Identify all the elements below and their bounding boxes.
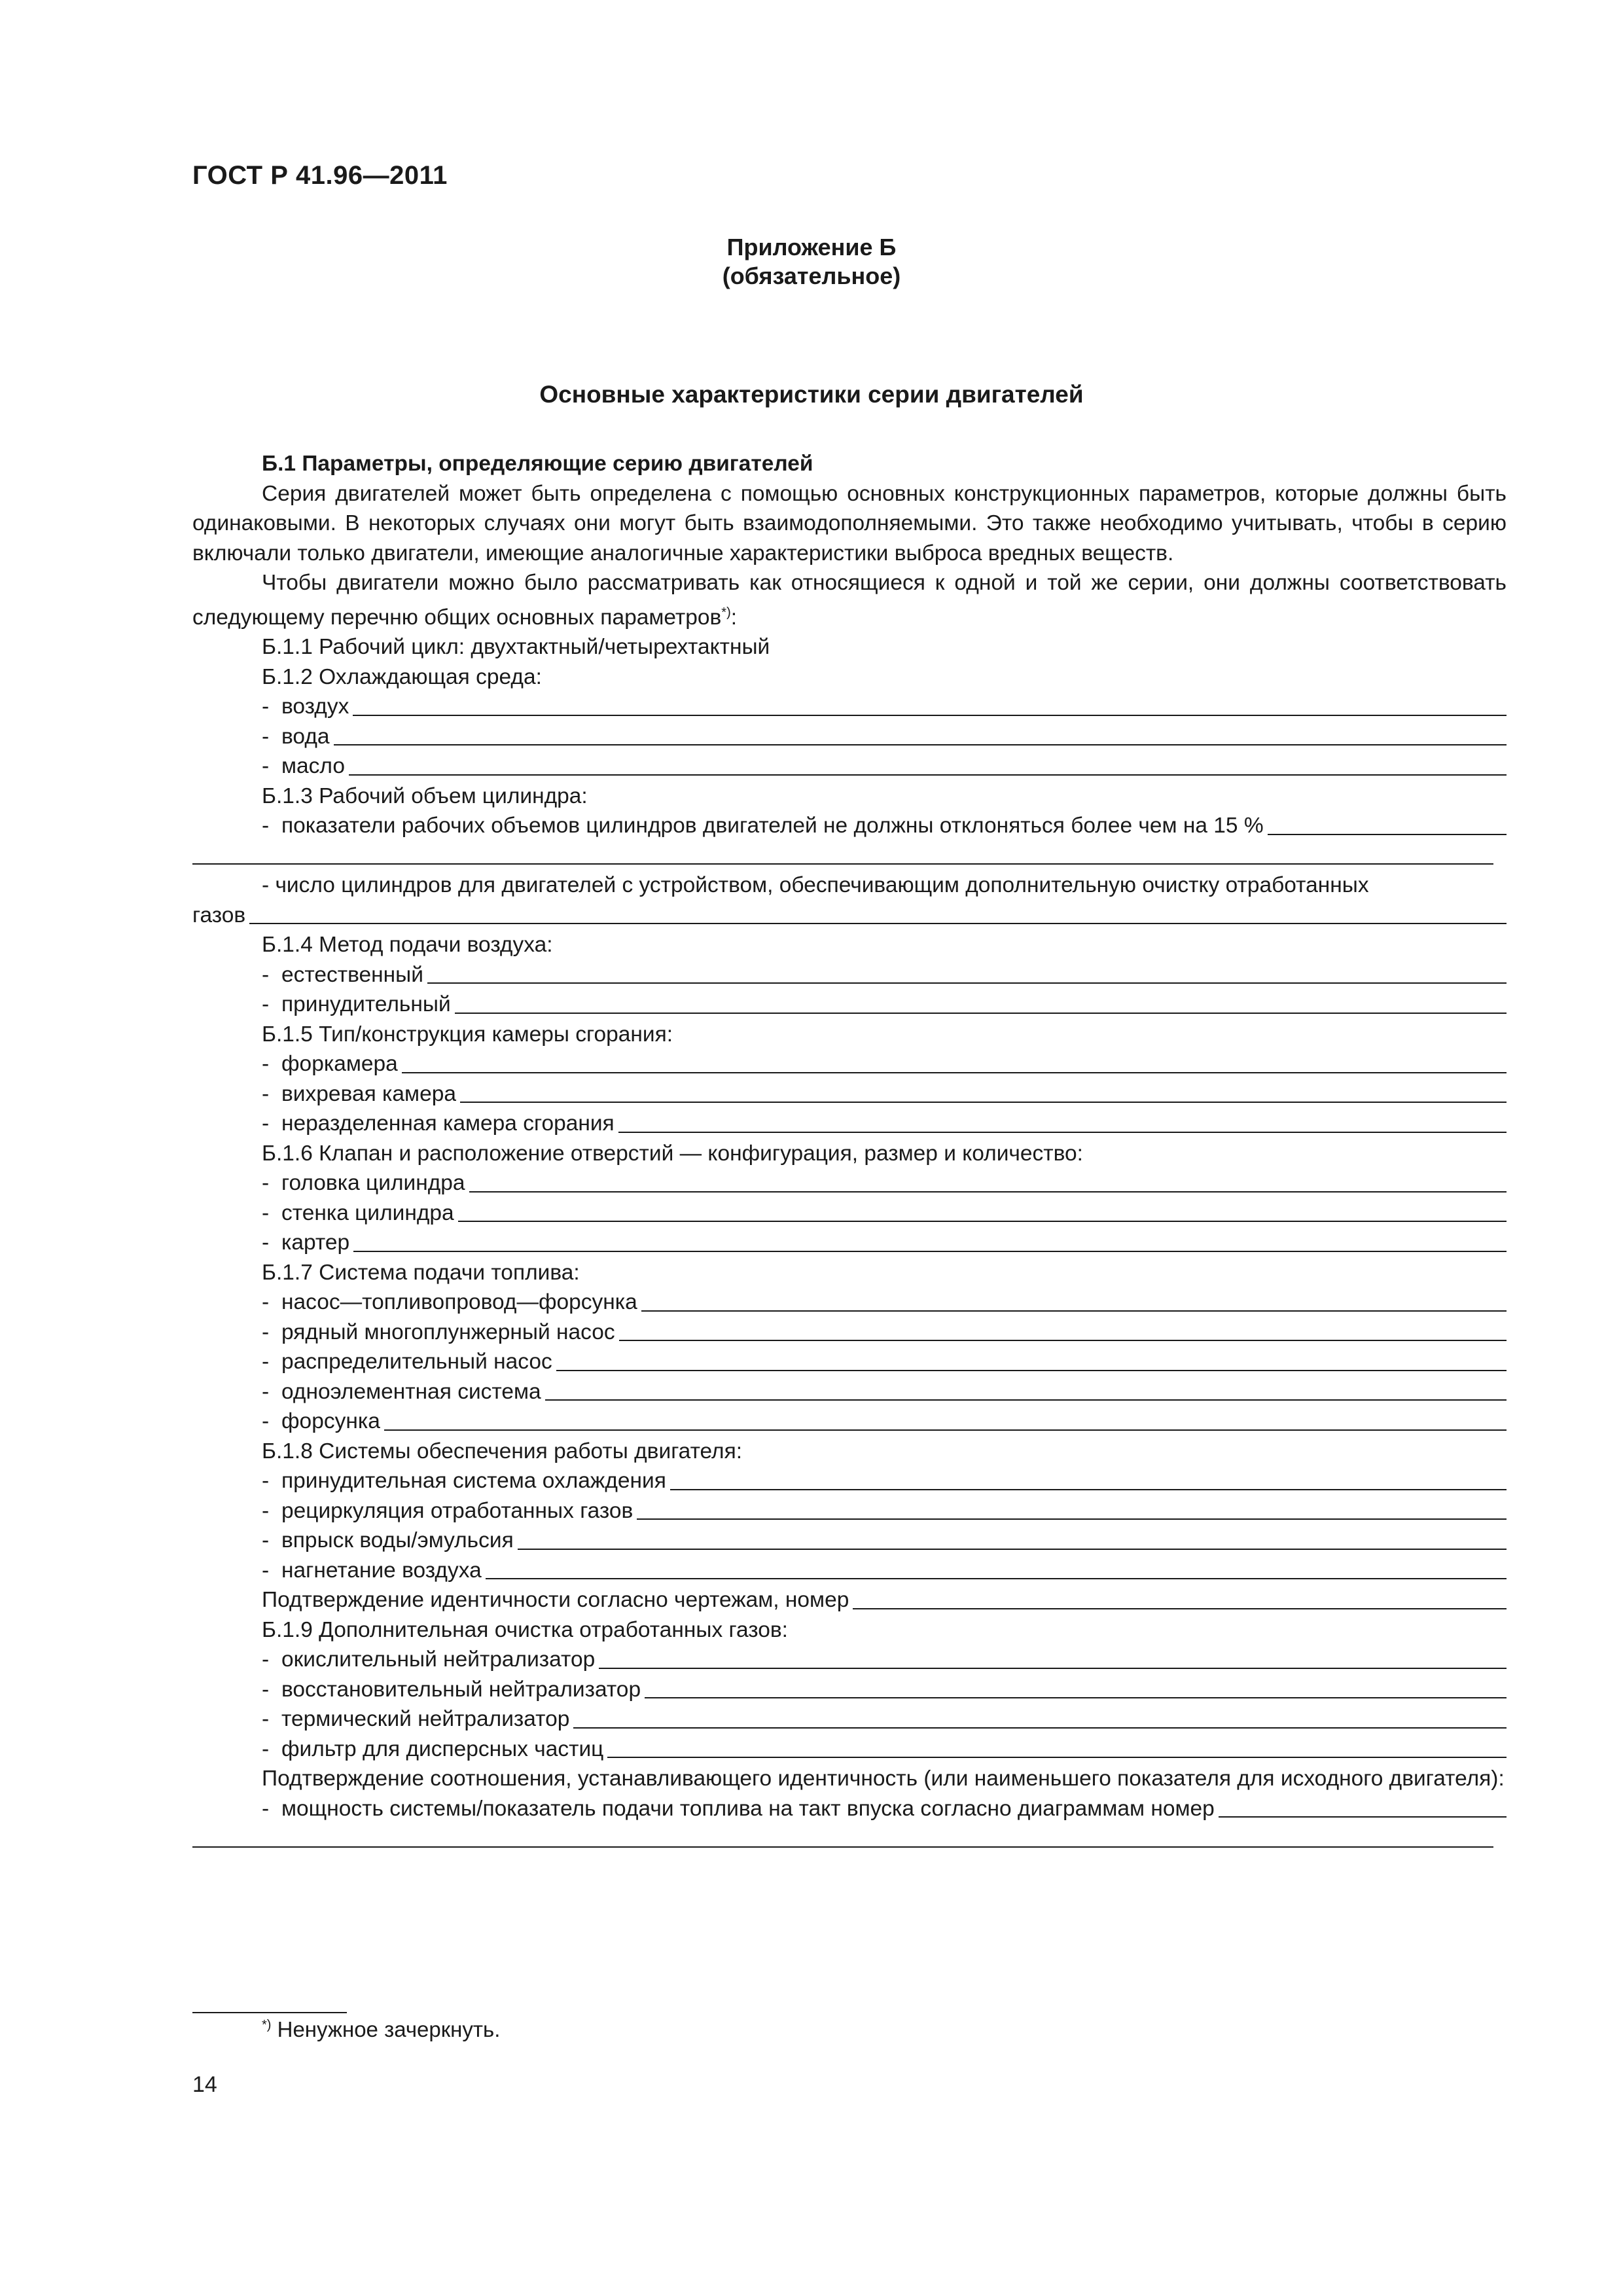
fill-line[interactable]: [645, 1697, 1507, 1698]
item-b15: Б.1.5 Тип/конструкция камеры сгорания:: [262, 1022, 673, 1047]
field-label: - впрыск воды/эмульсия: [281, 1528, 514, 1552]
field-single-element[interactable]: [192, 1377, 1507, 1407]
field-air-forced[interactable]: [192, 990, 1507, 1020]
field-cylinder-head[interactable]: [192, 1168, 1507, 1198]
field-label: - окислительный нейтрализатор: [281, 1647, 596, 1672]
fill-line[interactable]: [349, 774, 1507, 776]
fill-line[interactable]: [353, 1251, 1507, 1252]
item-b18: Б.1.8 Системы обеспечения работы двигателя:: [262, 1439, 743, 1463]
fill-line[interactable]: [249, 923, 1507, 924]
field-cylinder-count-label: - число цилиндров для двигателей с устройством, обеспечивающим дополнительную очистку отработанных: [262, 873, 1369, 897]
field-reduction-catalyst[interactable]: [192, 1675, 1507, 1705]
fill-line-continuation[interactable]: [192, 841, 1507, 871]
field-swirl-chamber[interactable]: [192, 1079, 1507, 1109]
field-label: - восстановительный нейтрализатор: [281, 1677, 641, 1702]
fill-line[interactable]: [599, 1668, 1507, 1669]
paragraph-series-end: :: [730, 605, 738, 630]
fill-line[interactable]: [469, 1191, 1507, 1193]
footnote-rule: [192, 2012, 347, 2013]
field-oxidation-catalyst[interactable]: [192, 1645, 1507, 1675]
fill-line[interactable]: [458, 1221, 1507, 1222]
field-undivided-chamber[interactable]: [192, 1109, 1507, 1139]
document-header: ГОСТ Р 41.96—2011: [192, 161, 448, 190]
item-b11: Б.1.1 Рабочий цикл: двухтактный/четырехтактный: [262, 635, 770, 659]
field-label: - неразделенная камера сгорания: [281, 1111, 615, 1136]
field-label: - мощность системы/показатель подачи топлива на такт впуска согласно диаграммам номер: [281, 1796, 1215, 1821]
field-crankcase[interactable]: [192, 1228, 1507, 1258]
field-label: - рециркуляция отработанных газов: [281, 1498, 633, 1523]
item-b16: Б.1.6 Клапан и расположение отверстий — конфигурация, размер и количество:: [262, 1141, 1083, 1166]
fill-line-continuation[interactable]: [192, 1823, 1507, 1854]
field-coolant-water[interactable]: [192, 722, 1507, 752]
field-label: - головка цилиндра: [281, 1171, 465, 1195]
fill-line[interactable]: [1268, 834, 1507, 835]
appendix-heading: [0, 233, 1623, 291]
field-prechamber[interactable]: [192, 1049, 1507, 1079]
field-coolant-air[interactable]: [192, 692, 1507, 722]
section-heading: Б.1 Параметры, определяющие серию двигателей: [262, 452, 813, 476]
field-label: - вихревая камера: [281, 1081, 456, 1106]
fill-line[interactable]: [607, 1757, 1507, 1758]
item-b13: Б.1.3 Рабочий объем цилиндра:: [262, 783, 588, 808]
field-label: - показатели рабочих объемов цилиндров двигателей не должны отклоняться более чем на 15 %: [281, 814, 1264, 838]
field-cylinder-volume[interactable]: [192, 811, 1507, 841]
field-label: - принудительный: [281, 992, 451, 1016]
field-cylinder-wall[interactable]: [192, 1198, 1507, 1229]
field-label: газов: [192, 903, 246, 927]
field-label: - насос—топливопровод—форсунка: [281, 1290, 637, 1314]
field-label: - масло: [281, 754, 345, 778]
fill-line[interactable]: [637, 1518, 1507, 1520]
field-particulate-filter[interactable]: [192, 1734, 1507, 1765]
field-coolant-oil[interactable]: [192, 751, 1507, 781]
field-inline-pump[interactable]: [192, 1318, 1507, 1348]
appendix-status: (обязательное): [722, 262, 901, 289]
fill-line[interactable]: [455, 1013, 1507, 1014]
item-b19: Б.1.9 Дополнительная очистка отработанных газов:: [262, 1617, 788, 1642]
field-label: - вода: [281, 724, 330, 749]
field-cylinder-count[interactable]: [192, 901, 1507, 931]
field-air-boost[interactable]: [192, 1556, 1507, 1586]
page-number: 14: [192, 2072, 217, 2097]
field-label: - принудительная система охлаждения: [281, 1469, 666, 1493]
fill-line[interactable]: [486, 1578, 1507, 1579]
fill-line[interactable]: [619, 1340, 1507, 1341]
fill-line[interactable]: [384, 1429, 1507, 1431]
item-b14: Б.1.4 Метод подачи воздуха:: [262, 933, 553, 957]
field-label: - естественный: [281, 962, 423, 987]
document-body: [192, 449, 1507, 1854]
field-drawings-number[interactable]: [192, 1585, 1507, 1615]
paragraph-series: [192, 568, 1507, 632]
fill-line[interactable]: [460, 1102, 1507, 1103]
field-label: - одноэлементная система: [281, 1379, 541, 1404]
field-pump-line-injector[interactable]: [192, 1287, 1507, 1318]
field-power-fuel-diagrams[interactable]: [192, 1794, 1507, 1824]
fill-line[interactable]: [353, 715, 1507, 716]
field-label: - форкамера: [281, 1052, 398, 1076]
fill-line[interactable]: [556, 1370, 1507, 1371]
field-label: Подтверждение идентичности согласно чертежам, номер: [262, 1588, 849, 1612]
item-b12: Б.1.2 Охлаждающая среда:: [262, 664, 542, 689]
field-label: - форсунка: [281, 1409, 380, 1433]
field-distributor-pump[interactable]: [192, 1347, 1507, 1377]
field-label: - воздух: [281, 694, 349, 719]
field-injector[interactable]: [192, 1407, 1507, 1437]
field-label: - термический нейтрализатор: [281, 1707, 570, 1731]
field-thermal-reactor[interactable]: [192, 1704, 1507, 1734]
field-egr[interactable]: [192, 1496, 1507, 1526]
fill-line[interactable]: [1219, 1816, 1507, 1818]
fill-line[interactable]: [545, 1399, 1507, 1401]
field-air-natural[interactable]: [192, 960, 1507, 990]
field-forced-cooling[interactable]: [192, 1466, 1507, 1496]
fill-line[interactable]: [641, 1310, 1507, 1312]
paragraph-intro: Серия двигателей может быть определена с помощью основных конструкционных параметров, которые должны быть одинаковыми. В некоторых случаях они могут быть взаимодополняемыми. Это также необходимо учитывать, чтобы в серию включали только двигатели, имеющие аналогичные характеристики выброса вредных веществ.: [192, 481, 1507, 565]
footnote-ref: *): [721, 605, 731, 620]
field-label: - фильтр для дисперсных частиц: [281, 1736, 604, 1761]
item-b17: Б.1.7 Система подачи топлива:: [262, 1260, 580, 1285]
footnote-mark: *): [262, 2018, 272, 2032]
footnote-text: Ненужное зачеркнуть.: [277, 2017, 501, 2041]
field-water-injection[interactable]: [192, 1526, 1507, 1556]
fill-line[interactable]: [618, 1132, 1507, 1133]
fill-line[interactable]: [853, 1608, 1507, 1609]
fill-line[interactable]: [334, 744, 1507, 745]
page-title: Основные характеристики серии двигателей: [539, 381, 1084, 408]
fill-line[interactable]: [518, 1549, 1507, 1550]
fill-line[interactable]: [573, 1727, 1507, 1729]
field-label: - стенка цилиндра: [281, 1200, 454, 1225]
appendix-label: Приложение Б: [726, 234, 897, 260]
field-label: - картер: [281, 1230, 350, 1255]
fill-line[interactable]: [402, 1072, 1507, 1073]
field-label: - нагнетание воздуха: [281, 1558, 482, 1583]
paragraph-series-text: Чтобы двигатели можно было рассматривать как относящиеся к одной и той же серии, они должны соответствовать следующему перечню общих основных параметров: [192, 571, 1507, 630]
footnote: [262, 2017, 500, 2042]
field-label: - рядный многоплунжерный насос: [281, 1319, 615, 1344]
fill-line[interactable]: [670, 1489, 1507, 1490]
field-label: - распределительный насос: [281, 1350, 552, 1374]
paragraph-confirm-ratio: Подтверждение соотношения, устанавливающего идентичность (или наименьшего показателя для исходного двигателя):: [262, 1767, 1505, 1791]
fill-line[interactable]: [427, 982, 1507, 984]
